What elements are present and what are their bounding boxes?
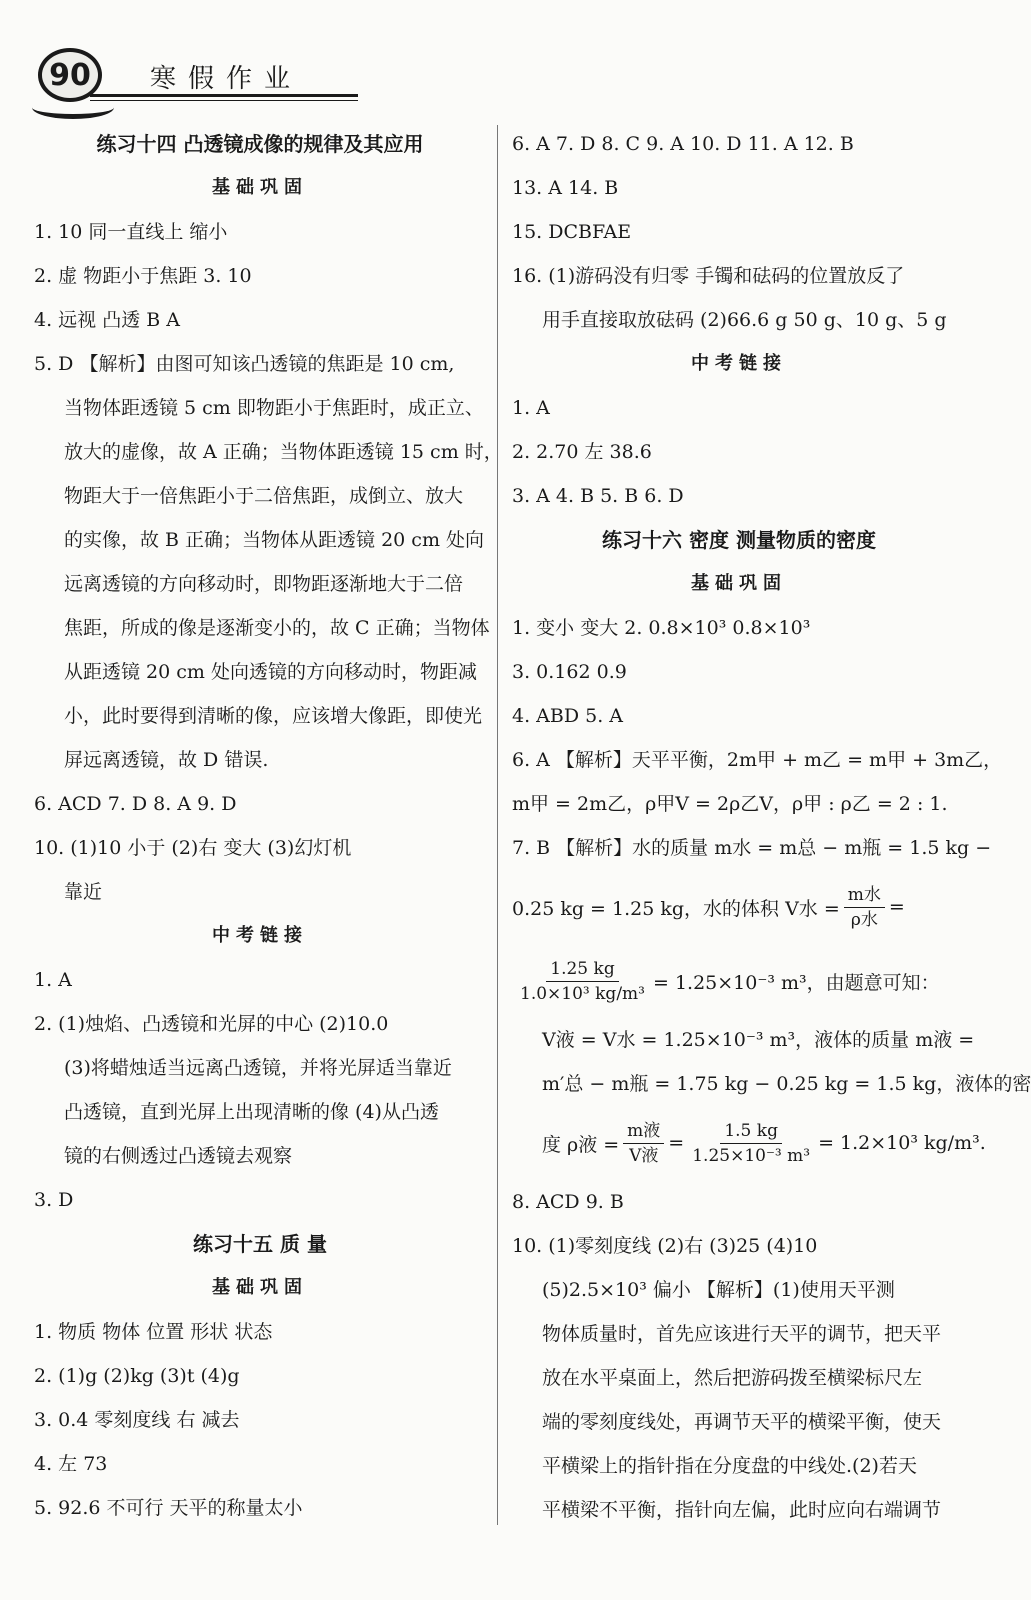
answer-line: 放在水平桌面上，然后把游码拨至横梁标尺左 bbox=[542, 1367, 923, 1389]
page-number-badge: 90 bbox=[38, 48, 102, 102]
left-column bbox=[34, 122, 503, 1530]
formula-line bbox=[512, 944, 966, 1018]
answer-line: 靠近 bbox=[64, 881, 103, 903]
answer-line: 远离透镜的方向移动时，即物距逐渐地大于二倍 bbox=[64, 573, 464, 595]
answer-line: 4. 远视 凸透 B A bbox=[34, 309, 180, 331]
subsection-basics-16: 基础巩固 bbox=[691, 573, 787, 594]
answer-line: 2. 2.70 左 38.6 bbox=[512, 441, 652, 463]
answer-line: 用手直接取放砝码 (2)66.6 g 50 g、10 g、5 g bbox=[542, 309, 947, 331]
answer-line: 6. ACD 7. D 8. A 9. D bbox=[34, 793, 237, 815]
answer-line: 16. (1)游码没有归零 手镯和砝码的位置放反了 bbox=[512, 265, 905, 287]
fraction bbox=[844, 883, 885, 932]
answer-line: 7. B 【解析】水的质量 m水 = m总 − m瓶 = 1.5 kg − bbox=[512, 837, 992, 859]
subsection-basics-14: 基础巩固 bbox=[212, 177, 308, 198]
section-title-16: 练习十六 密度 测量物质的密度 bbox=[602, 528, 876, 552]
fraction bbox=[688, 1119, 814, 1168]
answer-line: m甲 = 2m乙，ρ甲V = 2ρ乙V，ρ甲 : ρ乙 = 2 : 1. bbox=[512, 793, 948, 815]
fraction bbox=[516, 957, 649, 1006]
answer-line: 端的零刻度线处，再调节天平的横梁平衡，使天 bbox=[542, 1411, 942, 1433]
answer-line: 2. (1)g (2)kg (3)t (4)g bbox=[34, 1365, 240, 1387]
answer-line: 小，此时要得到清晰的像，应该增大像距，即使光 bbox=[64, 705, 483, 727]
right-column bbox=[512, 122, 1031, 1532]
answer-line: V液 = V水 = 1.25×10⁻³ m³，液体的质量 m液 = bbox=[542, 1029, 975, 1051]
answer-line: 1. 10 同一直线上 缩小 bbox=[34, 221, 228, 243]
answer-line: 平横梁上的指针指在分度盘的中线处.(2)若天 bbox=[542, 1455, 917, 1477]
answer-line: 6. A 7. D 8. C 9. A 10. D 11. A 12. B bbox=[512, 133, 854, 155]
answer-line: 的实像，故 B 正确；当物体从距透镜 20 cm 处向 bbox=[64, 529, 484, 551]
answer-line: 8. ACD 9. B bbox=[512, 1191, 624, 1213]
answer-line: 1. A bbox=[34, 969, 72, 991]
answer-line: 5. 92.6 不可行 天平的称量太小 bbox=[34, 1497, 303, 1519]
fraction-numerator: 1.5 kg bbox=[720, 1119, 782, 1144]
answer-line: 3. D bbox=[34, 1189, 74, 1211]
formula-text: = 1.25×10⁻³ m³，由题意可知： bbox=[652, 971, 940, 994]
answer-line: 4. ABD 5. A bbox=[512, 705, 624, 727]
subsection-basics-15: 基础巩固 bbox=[212, 1277, 308, 1298]
answer-line: (5)2.5×10³ 偏小 【解析】(1)使用天平测 bbox=[542, 1279, 895, 1301]
answer-line: 1. 物质 物体 位置 形状 状态 bbox=[34, 1321, 273, 1343]
answer-line: 6. A 【解析】天平平衡，2m甲 + m乙 = m甲 + 3m乙， bbox=[512, 749, 1003, 771]
fraction bbox=[623, 1119, 664, 1168]
fraction-numerator: m液 bbox=[623, 1119, 664, 1144]
page-header bbox=[30, 40, 360, 120]
answer-line: 13. A 14. B bbox=[512, 177, 619, 199]
formula-text: = bbox=[888, 896, 905, 918]
subsection-exam-15: 中考链接 bbox=[691, 353, 787, 374]
fraction-numerator: m水 bbox=[844, 883, 885, 908]
formula-line bbox=[512, 1106, 986, 1180]
answer-line: 1. 变小 变大 2. 0.8×10³ 0.8×10³ bbox=[512, 617, 811, 639]
section-title-15: 练习十五 质 量 bbox=[193, 1232, 327, 1256]
answer-line: 10. (1)零刻度线 (2)右 (3)25 (4)10 bbox=[512, 1235, 818, 1257]
fraction-numerator: 1.25 kg bbox=[546, 957, 618, 982]
answer-line: 当物体距透镜 5 cm 即物距小于焦距时，成正立、 bbox=[64, 397, 484, 419]
answer-line: 1. A bbox=[512, 397, 550, 419]
answer-line: 焦距，所成的像是逐渐变小的，故 C 正确；当物体 bbox=[64, 617, 490, 639]
answer-line: 物体质量时，首先应该进行天平的调节，把天平 bbox=[542, 1323, 942, 1345]
formula-text: = 1.2×10³ kg/m³. bbox=[818, 1132, 986, 1154]
answer-line: 15. DCBFAE bbox=[512, 221, 632, 243]
answer-line: 3. 0.162 0.9 bbox=[512, 661, 627, 683]
answer-line: 从距透镜 20 cm 处向透镜的方向移动时，物距减 bbox=[64, 661, 477, 683]
answer-line: 凸透镜，直到光屏上出现清晰的像 (4)从凸透 bbox=[64, 1101, 439, 1123]
subsection-exam-14: 中考链接 bbox=[212, 925, 308, 946]
formula-text: 度 ρ液 = bbox=[542, 1133, 620, 1156]
formula-text: = bbox=[668, 1132, 685, 1154]
fraction-denominator: 1.0×10³ kg/m³ bbox=[520, 983, 645, 1004]
answer-line: 2. 虚 物距小于焦距 3. 10 bbox=[34, 265, 252, 287]
header-rule bbox=[90, 94, 358, 97]
formula-text: 0.25 kg = 1.25 kg，水的体积 V水 = bbox=[512, 897, 840, 920]
answer-line: 2. (1)烛焰、凸透镜和光屏的中心 (2)10.0 bbox=[34, 1013, 389, 1035]
fraction-denominator: 1.25×10⁻³ m³ bbox=[692, 1145, 811, 1166]
answer-line: 3. 0.4 零刻度线 右 减去 bbox=[34, 1409, 240, 1431]
answer-line: 3. A 4. B 5. B 6. D bbox=[512, 485, 684, 507]
formula-line bbox=[512, 870, 966, 944]
header-rule-thin bbox=[90, 100, 358, 101]
answer-line: 放大的虚像，故 A 正确；当物体距透镜 15 cm 时， bbox=[64, 441, 503, 463]
answer-line: 4. 左 73 bbox=[34, 1453, 108, 1475]
answer-line: 物距大于一倍焦距小于二倍焦距，成倒立、放大 bbox=[64, 485, 464, 507]
answer-line: 5. D 【解析】由图可知该凸透镜的焦距是 10 cm, bbox=[34, 353, 455, 375]
fraction-denominator: ρ水 bbox=[850, 909, 878, 930]
answer-line: m′总 − m瓶 = 1.75 kg − 0.25 kg = 1.5 kg，液体的密 bbox=[542, 1073, 1031, 1095]
header-title: 寒假作业 bbox=[150, 64, 303, 94]
answer-line: 镜的右侧透过凸透镜去观察 bbox=[64, 1145, 293, 1167]
answer-line: 平横梁不平衡，指针向左偏，此时应向右端调节 bbox=[542, 1499, 942, 1521]
fraction-denominator: V液 bbox=[629, 1145, 659, 1166]
column-divider bbox=[497, 125, 498, 1525]
answer-line: 屏远离透镜，故 D 错误. bbox=[64, 749, 269, 771]
answer-line: (3)将蜡烛适当远离凸透镜，并将光屏适当靠近 bbox=[64, 1057, 452, 1079]
section-title-14: 练习十四 凸透镜成像的规律及其应用 bbox=[96, 132, 424, 156]
answer-line: 10. (1)10 小于 (2)右 变大 (3)幻灯机 bbox=[34, 837, 352, 859]
